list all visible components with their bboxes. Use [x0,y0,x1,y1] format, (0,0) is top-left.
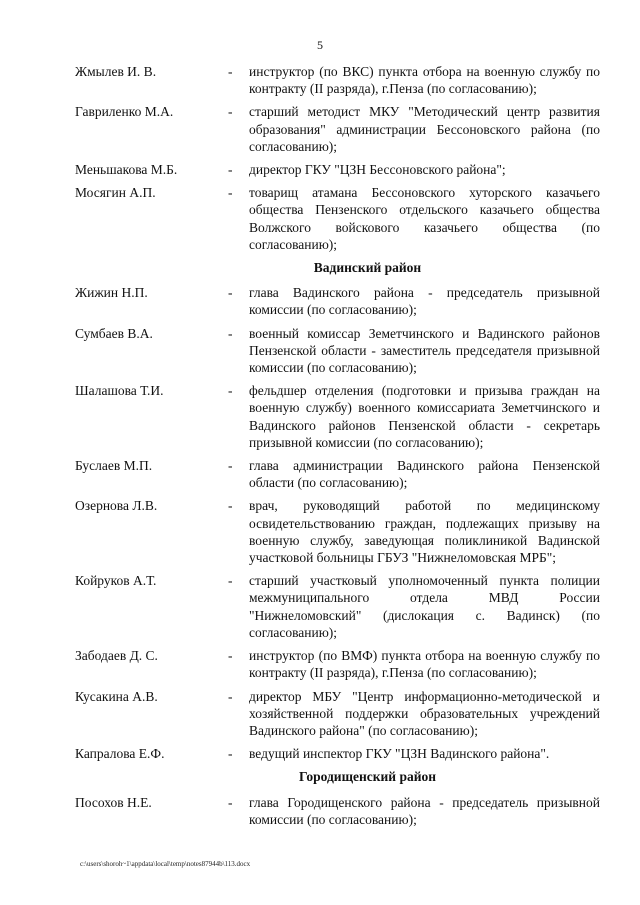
member-role: директор МБУ "Центр информационно-методической и хозяйственной поддержки образовательных учреждений Вадинского района" (по согласованию); [249,688,600,738]
member-row [75,457,600,491]
section-heading-vadinsky: Вадинский район [313,260,422,276]
member-row [75,688,600,740]
dash-separator: - [228,64,233,79]
member-row [75,161,600,178]
member-role: старший методист МКУ "Методический центр развития образования" администрации Бессоновского района (по согласованию); [249,104,600,154]
member-row [75,103,600,155]
member-name: Забодаев Д. С. [75,648,158,664]
dash-separator: - [228,185,233,201]
member-name: Жмылев И. В. [75,64,157,79]
member-role: врач, руководящий работой по медицинскому освидетельствованию граждан, подлежащих призыву на военную службу, заведующая поликлиникой Вадинской участковой больницы ГБУЗ "Нижнеломовская МРБ"; [249,498,600,566]
member-role: глава администрации Вадинского района Пензенской области (по согласованию); [249,458,600,491]
dash-separator: - [228,458,233,474]
member-name: Гавриленко М.А. [75,104,174,120]
member-name: Жижин Н.П. [75,285,148,301]
dash-separator: - [228,162,233,178]
member-row [75,284,600,318]
member-role: инструктор (по ВКС) пункта отбора на военную службу по контракту (II разряда), г.Пенза (по согласованию); [249,64,600,97]
member-role: ведущий инспектор ГКУ "ЦЗН Вадинского района". [249,746,550,762]
member-name: Посохов Н.Е. [75,794,152,810]
dash-separator: - [228,383,233,399]
member-name: Сумбаев В.А. [75,325,153,341]
member-row [75,382,600,451]
member-role: глава Вадинского района - председатель призывной комиссии (по согласованию); [249,285,600,318]
member-name: Кусакина А.В. [75,688,158,704]
member-row [75,647,600,681]
dash-separator: - [228,104,233,120]
member-role: глава Городищенского района - председатель призывной комиссии (по согласованию); [249,794,600,827]
member-row [75,325,600,377]
page-number: 5 [317,38,323,52]
commission-member-list [75,63,600,834]
member-name: Озернова Л.В. [75,498,158,514]
member-role: фельдшер отделения (подготовки и призыва граждан на военную службу) военного комиссариата Земетчинского и Вадинского районов Пензенской области - секретарь призывной комиссии (по согласованию); [249,383,600,450]
member-role: военный комиссар Земетчинского и Вадинского районов Пензенской области - заместитель председателя призывной комиссии (по согласованию); [249,325,600,376]
member-row [75,497,600,566]
member-role: товарищ атамана Бессоновского хуторского казачьего общества Пензенского отдельского казачьего общества Волжского войскового казачьего общества (по согласованию); [249,185,600,252]
dash-separator: - [228,573,233,589]
dash-separator: - [228,285,233,301]
member-role: старший участковый уполномоченный пункта полиции межмуниципального отдела МВД России "Нижнеломовский" (дислокация с. Вадинск) (по согласованию); [249,573,600,640]
member-name: Буслаев М.П. [75,458,153,474]
dash-separator: - [228,498,233,514]
dash-separator: - [228,325,233,341]
member-row [75,63,600,97]
dash-separator: - [228,794,233,810]
dash-separator: - [228,688,233,704]
dash-separator: - [228,746,233,762]
member-name: Капралова Е.Ф. [75,746,165,762]
file-path-footer: c:\users\shoroh~1\appdata\local\temp\notes87944b\113.docx [80,860,251,868]
member-name: Койруков А.Т. [75,573,157,589]
section-heading-gorodishchensky: Городищенский район [298,769,437,785]
member-row [75,572,600,641]
member-role: директор ГКУ "ЦЗН Бессоновского района"; [249,162,506,178]
member-role: инструктор (по ВМФ) пункта отбора на военную службу по контракту (II разряда), г.Пенза (по согласованию); [249,648,600,681]
member-name: Мосягин А.П. [75,185,156,201]
dash-separator: - [228,648,233,664]
member-row [75,794,600,828]
member-name: Меньшакова М.Б. [75,162,178,178]
member-row [75,184,600,253]
member-name: Шалашова Т.И. [75,383,164,399]
member-row [75,745,600,762]
